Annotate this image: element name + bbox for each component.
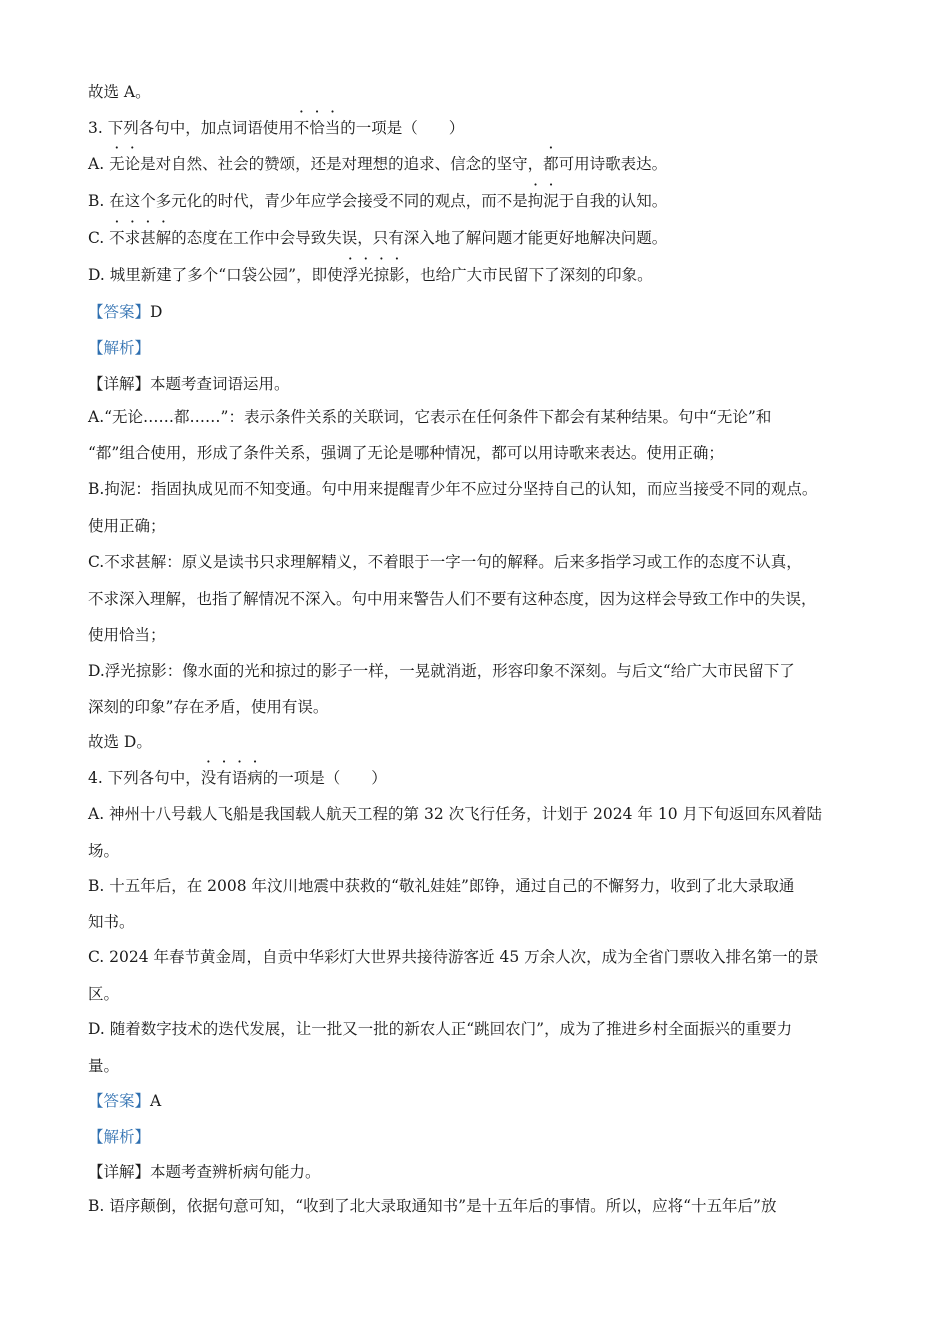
q4-option-b-1: B. 十五年后，在 2008 年汶川地震中获救的“敬礼娃娃”郎铮，通过自己的不懈努力，收到了北大录取通: [88, 877, 795, 895]
q4-stem: 4. 下列各句中，没有语病的一项是（ ）: [88, 769, 387, 787]
q3-explain-d-1: D.浮光掠影：像水面的光和掠过的影子一样，一晃就消逝，形容印象不深刻。与后文“给广大市民留下了: [88, 662, 795, 680]
emphasis-dots: 都: [543, 155, 559, 173]
q4-option-c-2: 区。: [88, 985, 120, 1003]
q3-option-b: B. 在这个多元化的时代，青少年应学会接受不同的观点，而不是拘泥于自我的认知。: [88, 192, 668, 210]
q3-option-a: A. 无论是对自然、社会的赞颂，还是对理想的追求、信念的坚守，都可用诗歌表达。: [88, 155, 668, 173]
emphasis-dots: 不恰当: [293, 119, 341, 137]
q3-option-c: C. 不求甚解的态度在工作中会导致失误，只有深入地了解问题才能更好地解决问题。: [88, 229, 668, 247]
q3-explain-c-2: 不求深入理解，也指了解情况不深入。句中用来警告人们不要有这种态度，因为这样会导致工作中的失误，: [88, 590, 817, 608]
q4-option-d-2: 量。: [88, 1057, 120, 1075]
q3-explain-d-2: 深刻的印象”存在矛盾，使用有误。: [88, 698, 329, 716]
q3-detail: 【详解】本题考查词语运用。: [88, 375, 290, 393]
q4-option-a-1: A. 神州十八号载人飞船是我国载人航天工程的第 32 次飞行任务，计划于 2024 年 10 月下旬返回东风着陆: [88, 805, 823, 823]
q3-explain-a-1: A.“无论……都……”：表示条件关系的关联词，它表示在任何条件下都会有某种结果。句中“无论”和: [88, 408, 772, 426]
answer-value: D: [150, 303, 163, 321]
q3-conclusion: 故选 D。: [88, 733, 152, 751]
q2-conclusion: 故选 A。: [88, 83, 151, 101]
q3-explain-c-3: 使用恰当；: [88, 626, 166, 644]
q4-analysis-tag: 【解析】: [88, 1128, 151, 1146]
q3-explain-a-2: “都”组合使用，形成了条件关系，强调了无论是哪种情况，都可以用诗歌来表达。使用正确；: [88, 444, 724, 462]
q3-option-d: D. 城里新建了多个“口袋公园”，即使浮光掠影，也给广大市民留下了深刻的印象。: [88, 266, 653, 284]
answer-tag: 【答案】: [88, 1092, 151, 1110]
q4-explain-b-1: B. 语序颠倒，依据句意可知，“收到了北大录取通知书”是十五年后的事情。所以，应将“十五年后”放: [88, 1197, 777, 1215]
emphasis-dots: 不求甚解: [109, 229, 172, 247]
emphasis-dots: 没有语病: [200, 769, 263, 787]
emphasis-dots: 拘泥: [527, 192, 559, 210]
q3-stem: 3. 下列各句中，加点词语使用不恰当的一项是（ ）: [88, 119, 465, 137]
q4-detail: 【详解】本题考查辨析病句能力。: [88, 1163, 321, 1181]
answer-value: A: [150, 1092, 162, 1110]
q3-analysis-tag: 【解析】: [88, 339, 151, 357]
q4-option-c-1: C. 2024 年春节黄金周，自贡中华彩灯大世界共接待游客近 45 万余人次，成为全省门票收入排名第一的景: [88, 948, 819, 966]
q3-explain-b-2: 使用正确；: [88, 517, 166, 535]
q4-option-b-2: 知书。: [88, 913, 135, 931]
q4-option-a-2: 场。: [88, 842, 120, 860]
q4-option-d-1: D. 随着数字技术的迭代发展，让一批又一批的新农人正“跳回农门”，成为了推进乡村全面振兴的重要力: [88, 1020, 793, 1038]
q4-answer: [88, 1090, 161, 1112]
q3-explain-b-1: B.拘泥：指固执成见而不知变通。句中用来提醒青少年不应过分坚持自己的认知，而应当接受不同的观点。: [88, 480, 818, 498]
emphasis-dots: 无论: [109, 155, 141, 173]
emphasis-dots: 浮光掠影: [342, 266, 405, 284]
q3-explain-c-1: C.不求甚解：原义是读书只求理解精义，不着眼于一字一句的解释。后来多指学习或工作的态度不认真，: [88, 553, 802, 571]
q3-answer: [88, 301, 162, 323]
answer-tag: 【答案】: [88, 303, 151, 321]
